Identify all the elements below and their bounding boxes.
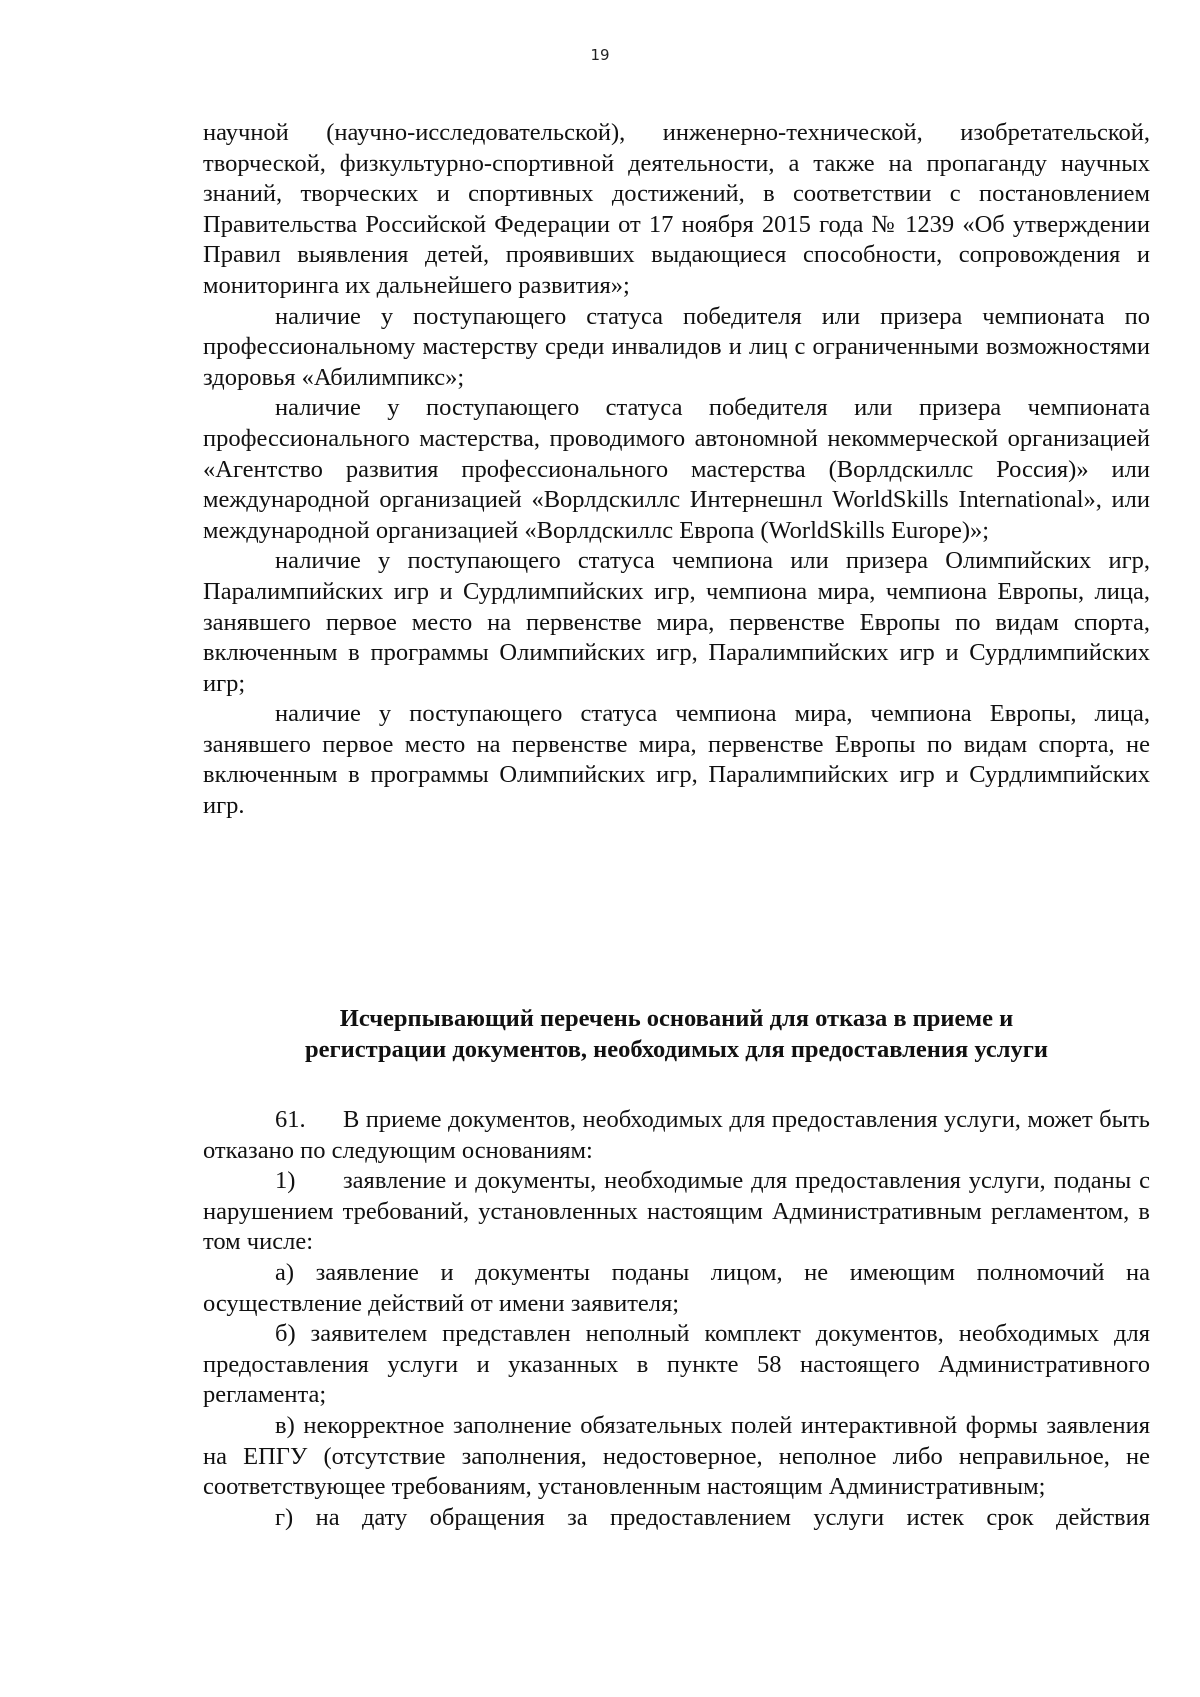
paragraph-olympic-champion: наличие у поступающего статуса чемпиона или призера Олимпийских игр, Паралимпийских игр и Сурдлимпийских игр, чемпиона мира, чемпиона Европы, лица, занявшего первое место на первенстве мира, первенстве Европы по видам спорта, включенным в программы Олимпийских игр, Паралимпийских игр и Сурдлимпийских игр; [203, 547, 1150, 697]
clause-61-number: 61. [275, 1106, 306, 1133]
sub-item-b: б) заявителем представлен неполный комплект документов, необходимых для предоставления услуги и указанных в пункте 58 настоящего Административного регламента; [203, 1320, 1150, 1409]
section-heading-line-2: регистрации документов, необходимых для предоставления услуги [305, 1036, 1048, 1063]
sub-item-a: а) заявление и документы поданы лицом, не имеющим полномочий на осуществление действий от имени заявителя; [203, 1258, 1150, 1317]
paragraph-worldskills: наличие у поступающего статуса победителя или призера чемпионата профессионального мастерства, проводимого автономной некоммерческой организацией «Агентство развития профессионального мастерства (Ворлдскиллс Россия)» или международной организацией «Ворлдскиллс Интернешнл WorldSkills International», или международной организацией «Ворлдскиллс Европа (WorldSkills Europe)»; [203, 394, 1150, 544]
body-text-upper [203, 118, 1150, 822]
section-heading [203, 1003, 1150, 1065]
clause-61 [203, 1105, 1150, 1166]
clause-61-text: В приеме документов, необходимых для предоставления услуги, может быть отказано по следующим основаниям: [203, 1106, 1150, 1164]
sub-item-g: г) на дату обращения за предоставлением услуги истек срок действия [275, 1503, 1150, 1531]
paragraph-world-champion-non-olympic: наличие у поступающего статуса чемпиона мира, чемпиона Европы, лица, занявшего первое место на первенстве мира, первенстве Европы по видам спорта, не включенным в программы Олимпийских игр, Паралимпийских игр и Сурдлимпийских игр. [203, 700, 1150, 820]
sub-item-v: в) некорректное заполнение обязательных полей интерактивной формы заявления на ЕПГУ (отсутствие заполнения, недостоверное, неполное либо неправильное, не соответствующее требованиям, установленным настоящим Административным; [203, 1411, 1150, 1501]
item-1-number: 1) [275, 1167, 296, 1195]
page-number: 19 [590, 46, 610, 64]
item-1 [203, 1166, 1150, 1258]
body-text-lower [203, 1105, 1150, 1533]
paragraph-continuation: научной (научно-исследовательской), инженерно-технической, изобретательской, творческой, физкультурно-спортивной деятельности, а также на пропаганду научных знаний, творческих и спортивных достижений, в соответствии с постановлением Правительства Российской Федерации от 17 ноября 2015 года № 1239 «Об утверждении Правил выявления детей, проявивших выдающиеся способности, сопровождения и мониторинга их дальнейшего развития»; [203, 119, 1150, 299]
paragraph-abilympics: наличие у поступающего статуса победителя или призера чемпионата по профессиональному мастерству среди инвалидов и лиц с ограниченными возможностями здоровья «Абилимпикс»; [203, 302, 1150, 391]
section-heading-line-1: Исчерпывающий перечень оснований для отказа в приеме и [339, 1005, 1014, 1032]
item-1-text: заявление и документы, необходимые для предоставления услуги, поданы с нарушением требований, установленных настоящим Административным регламентом, в том числе: [203, 1167, 1150, 1256]
